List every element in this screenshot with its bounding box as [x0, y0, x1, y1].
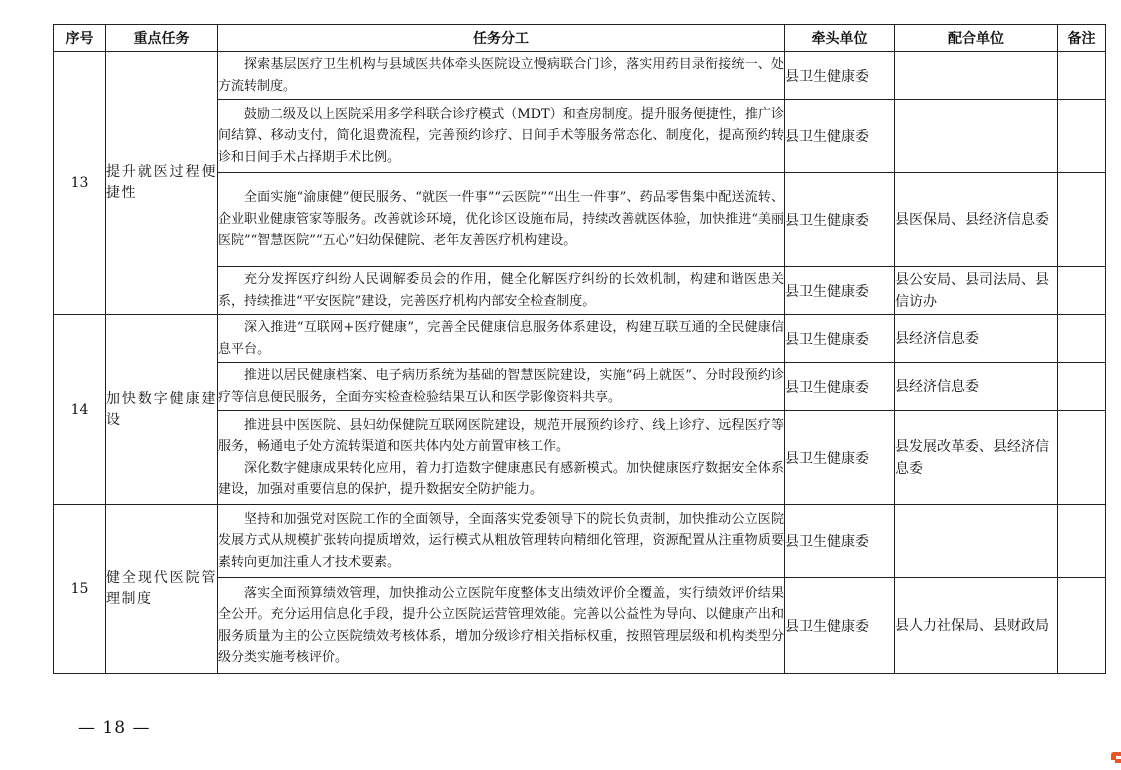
cooperating-unit-cell: 县人力社保局、县财政局 [895, 578, 1058, 674]
lead-unit-cell: 县卫生健康委 [785, 52, 895, 100]
task-division-cell [218, 411, 785, 505]
task-division-paragraph: 深入推进“互联网+医疗健康”，完善全民健康信息服务体系建设，构建互联互通的全民健康信息平台。 [218, 320, 784, 357]
cooperating-unit-cell: 县发展改革委、县经济信息委 [895, 411, 1058, 505]
note-cell [1058, 315, 1106, 363]
task-division-cell [218, 578, 785, 674]
header-note: 备注 [1058, 25, 1106, 52]
key-task-cell: 健全现代医院管理制度 [106, 505, 218, 674]
cooperating-unit-cell: 县公安局、县司法局、县信访办 [895, 267, 1058, 315]
cooperating-unit-cell: 县经济信息委 [895, 363, 1058, 411]
note-cell [1058, 411, 1106, 505]
lead-unit-cell: 县卫生健康委 [785, 173, 895, 267]
table-body [54, 52, 1106, 674]
task-division-cell [218, 505, 785, 578]
task-division-paragraph: 深化数字健康成果转化应用，着力打造数字健康惠民有感新模式。加快健康医疗数据安全体系建设，加强对重要信息的保护，提升数据安全防护能力。 [218, 460, 784, 497]
task-division-cell [218, 52, 785, 100]
table-row [54, 52, 1106, 100]
header-lead: 牵头单位 [785, 25, 895, 52]
task-division-cell [218, 173, 785, 267]
table-row [54, 505, 1106, 578]
row-number: 13 [54, 52, 106, 315]
task-division-paragraph: 落实全面预算绩效管理，加快推动公立医院年度整体支出绩效评价全覆盖，实行绩效评价结果全公开。充分运用信息化手段，提升公立医院运营管理效能。完善以公益性为导向、以健康产出和服务质量为主的公立医院绩效考核体系，增加分级诊疗相关指标权重，按照管理层级和机构类型分级分类实施考核评价。 [218, 585, 784, 665]
cooperating-unit-cell: 县经济信息委 [895, 315, 1058, 363]
header-seq: 序号 [54, 25, 106, 52]
page-number: — 18 — [78, 718, 151, 738]
cooperating-unit-cell [895, 505, 1058, 578]
lead-unit-cell: 县卫生健康委 [785, 267, 895, 315]
lead-unit-cell: 县卫生健康委 [785, 411, 895, 505]
corner-logo-icon [1111, 752, 1121, 766]
table-header-row [54, 25, 1106, 52]
note-cell [1058, 100, 1106, 173]
table-row [54, 315, 1106, 363]
task-division-paragraph: 推进以居民健康档案、电子病历系统为基础的智慧医院建设，实施“码上就医”、分时段预约诊疗等信息便民服务，全面夯实检查检验结果互认和医学影像资料共享。 [218, 368, 784, 405]
note-cell [1058, 267, 1106, 315]
cooperating-unit-cell [895, 52, 1058, 100]
task-division-cell [218, 267, 785, 315]
lead-unit-cell: 县卫生健康委 [785, 100, 895, 173]
task-division-cell [218, 363, 785, 411]
task-table [53, 24, 1106, 674]
note-cell [1058, 363, 1106, 411]
key-task-cell: 提升就医过程便捷性 [106, 52, 218, 315]
lead-unit-cell: 县卫生健康委 [785, 505, 895, 578]
task-division-paragraph: 推进县中医医院、县妇幼保健院互联网医院建设，规范开展预约诊疗、线上诊疗、远程医疗等服务，畅通电子处方流转渠道和医共体内处方前置审核工作。 [218, 417, 784, 454]
header-task: 重点任务 [106, 25, 218, 52]
row-number: 14 [54, 315, 106, 505]
task-division-paragraph: 充分发挥医疗纠纷人民调解委员会的作用，健全化解医疗纠纷的长效机制，构建和谐医患关系，持续推进“平安医院”建设，完善医疗机构内部安全检查制度。 [218, 272, 784, 309]
task-division-paragraph: 探索基层医疗卫生机构与县域医共体牵头医院设立慢病联合门诊，落实用药目录衔接统一、处方流转制度。 [218, 57, 784, 94]
task-division-paragraph: 鼓励二级及以上医院采用多学科联合诊疗模式（MDT）和查房制度。提升服务便捷性，推广诊间结算、移动支付，简化退费流程，完善预约诊疗、日间手术等服务常态化、制度化，提高预约转诊和日间手术占择期手术比例。 [218, 106, 784, 165]
lead-unit-cell: 县卫生健康委 [785, 363, 895, 411]
task-division-cell [218, 100, 785, 173]
header-coop: 配合单位 [895, 25, 1058, 52]
task-division-paragraph: 全面实施“渝康健”便民服务、“就医一件事”“云医院”“出生一件事”、药品零售集中配送流转、企业职业健康管家等服务。改善就诊环境，优化诊区设施布局，持续改善就医体验，加快推进“美丽医院”“智慧医院”“五心”妇幼保健院、老年友善医疗机构建设。 [218, 190, 784, 249]
cooperating-unit-cell [895, 100, 1058, 173]
header-division: 任务分工 [218, 25, 785, 52]
note-cell [1058, 173, 1106, 267]
lead-unit-cell: 县卫生健康委 [785, 578, 895, 674]
cooperating-unit-cell: 县医保局、县经济信息委 [895, 173, 1058, 267]
note-cell [1058, 505, 1106, 578]
key-task-cell: 加快数字健康建设 [106, 315, 218, 505]
lead-unit-cell: 县卫生健康委 [785, 315, 895, 363]
note-cell [1058, 578, 1106, 674]
task-division-paragraph: 坚持和加强党对医院工作的全面领导，全面落实党委领导下的院长负责制，加快推动公立医院发展方式从规模扩张转向提质增效，运行模式从粗放管理转向精细化管理，资源配置从注重物质要素转向更加注重人才技术要素。 [218, 511, 784, 570]
note-cell [1058, 52, 1106, 100]
row-number: 15 [54, 505, 106, 674]
task-division-cell [218, 315, 785, 363]
